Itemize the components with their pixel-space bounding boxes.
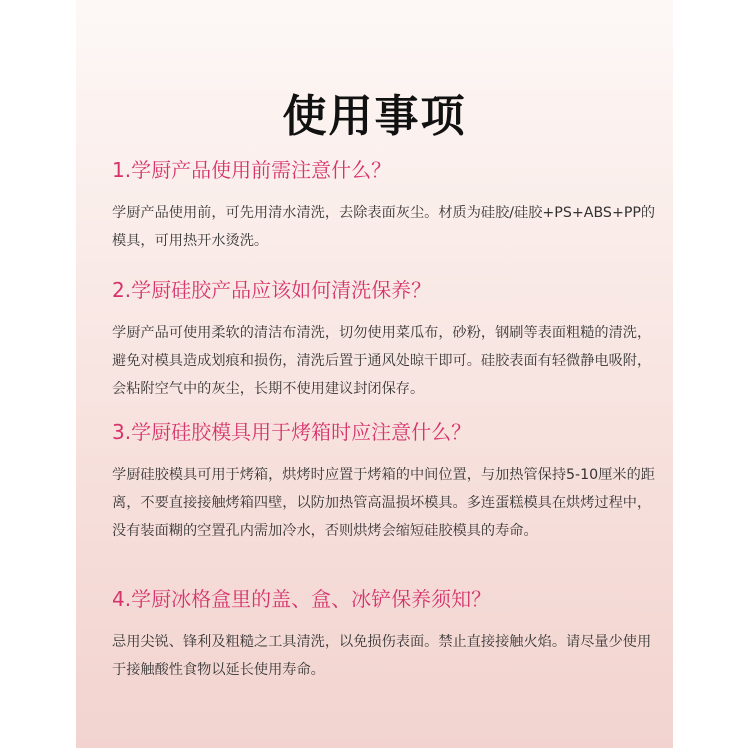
section-heading: 4.学厨冰格盒里的盖、盒、冰铲保养须知？: [112, 587, 492, 611]
section-body: 学厨产品可使用柔软的清洁布清洗，切勿使用菜瓜布，砂粉，钢刷等表面粗糙的清洗，避免对模具造成划痕和损伤，清洗后置于通风处晾干即可。硅胶表面有轻微静电吸附，会粘附空气中的灰尘，长期不使用建议封闭保存。: [112, 325, 652, 397]
section-1: [112, 155, 657, 255]
section-body: 学厨产品使用前，可先用清水清洗，去除表面灰尘。材质为硅胶/硅胶+PS+ABS+PP的模具，可用热开水烫洗。: [112, 205, 656, 249]
section-body: 忌用尖锐、锋利及粗糙之工具清洗，以免损伤表面。禁止直接接触火焰。请尽量少使用于接触酸性食物以延长使用寿命。: [112, 634, 652, 678]
section-3: [112, 417, 657, 545]
section-heading: 1.学厨产品使用前需注意什么？: [112, 158, 392, 182]
content-panel: [76, 0, 673, 748]
section-2: [112, 275, 657, 403]
section-4: [112, 584, 657, 684]
section-body: 学厨硅胶模具可用于烤箱，烘烤时应置于烤箱的中间位置，与加热管保持5-10厘米的距离，不要直接接触烤箱四壁，以防加热管高温损坏模具。多连蛋糕模具在烘烤过程中，没有装面糊的空置孔内需加冷水，否则烘烤会缩短硅胶模具的寿命。: [112, 467, 655, 539]
section-heading: 2.学厨硅胶产品应该如何清洗保养？: [112, 278, 432, 302]
page-title: 使用事项: [282, 91, 467, 143]
section-heading: 3.学厨硅胶模具用于烤箱时应注意什么？: [112, 420, 472, 444]
